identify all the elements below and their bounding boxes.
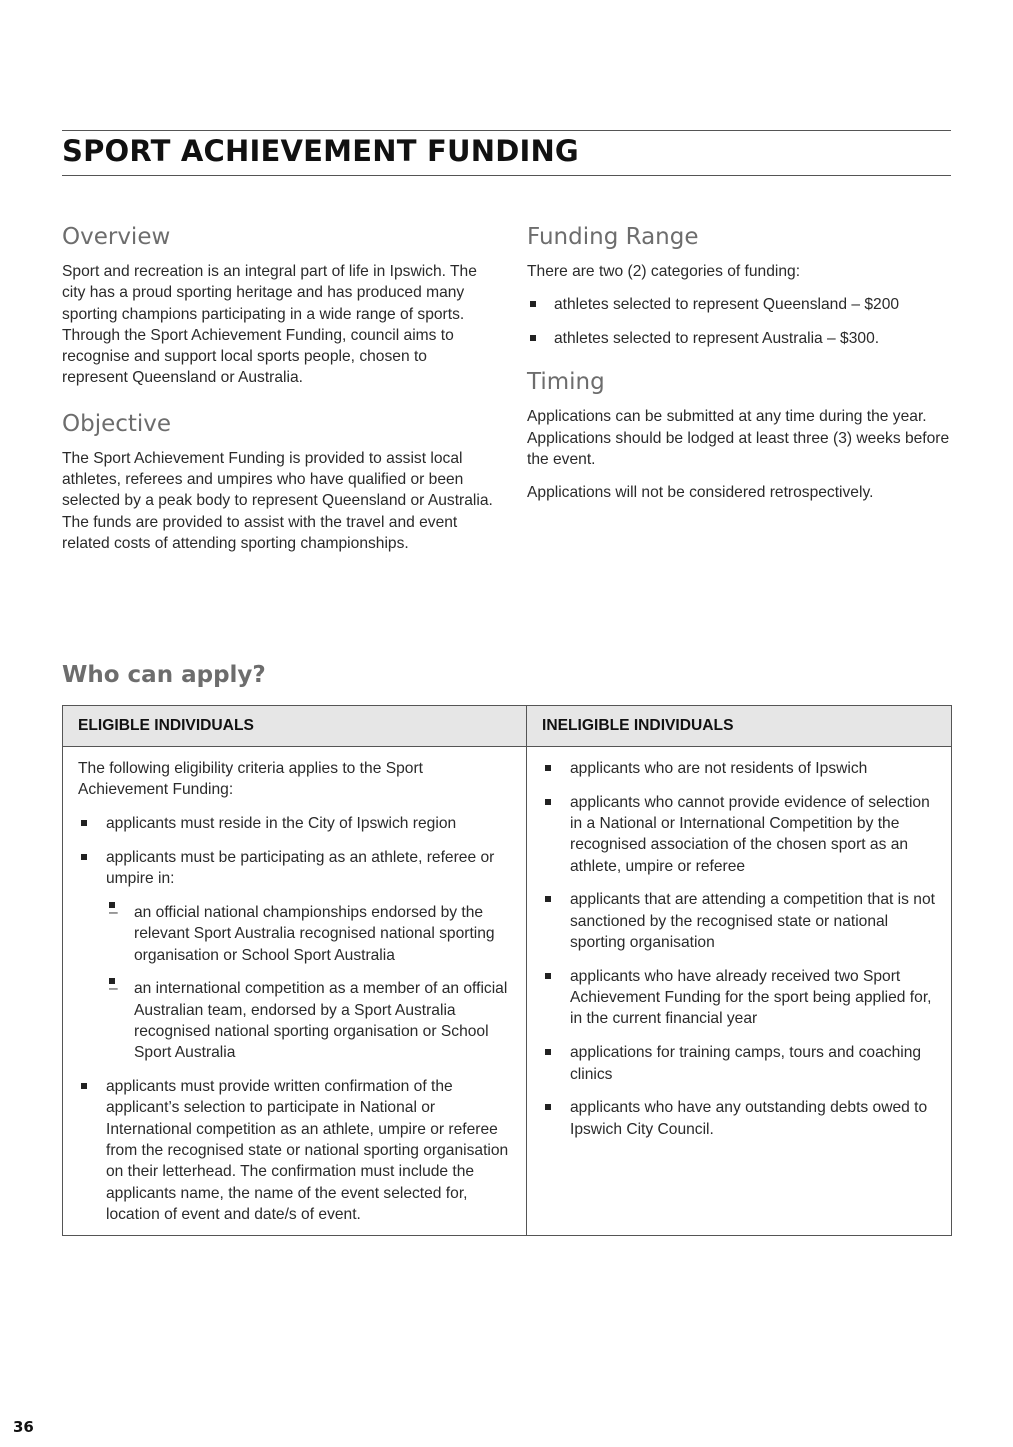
- eligible-item: [78, 847, 511, 1064]
- overview-body: Sport and recreation is an integral part of life in Ipswich. The city has a proud sporting heritage and has produced many sporting champions participating in a wide range of sports. Through the Sport Achievement Funding, council aims to recognise and support local sports people, chosen to represent Queensland or Australia.: [62, 263, 477, 387]
- eligibility-table: [62, 705, 952, 1236]
- objective-section: [62, 409, 494, 554]
- ineligible-item: applicants who cannot provide evidence of selection in a National or International Competition by the recognised association of the chosen sport as an athlete, umpire or referee: [542, 792, 936, 877]
- who-can-apply-heading: Who can apply?: [62, 662, 266, 688]
- eligible-item-text: applicants must be participating as an athlete, referee or umpire in:: [106, 848, 495, 888]
- ineligible-item: applicants who are not residents of Ipswich: [542, 758, 936, 779]
- overview-heading: Overview: [62, 224, 171, 250]
- timing-paragraph: Applications will not be considered retrospectively.: [527, 484, 874, 502]
- funding-item-australia: athletes selected to represent Australia – $300.: [527, 328, 959, 349]
- overview-section: [62, 222, 494, 389]
- page-number: 36: [13, 1418, 34, 1436]
- eligible-sub-item: – an international competition as a member of an official Australian team, endorsed by a Sport Australia recognised national sporting organisation or School Sport Australia: [106, 978, 511, 1063]
- funding-range-list: [527, 294, 959, 349]
- left-column: [62, 222, 494, 566]
- ineligible-header: INELIGIBLE INDIVIDUALS: [527, 706, 952, 747]
- eligible-item: applicants must reside in the City of Ipswich region: [78, 813, 511, 834]
- table-row: [63, 747, 952, 1236]
- title-rule-top: [62, 130, 951, 131]
- ineligible-cell: [527, 747, 952, 1236]
- eligible-header: ELIGIBLE INDIVIDUALS: [63, 706, 527, 747]
- right-column: [527, 222, 959, 516]
- funding-range-intro: There are two (2) categories of funding:: [527, 263, 801, 280]
- eligible-list: [78, 813, 511, 1225]
- eligible-cell: [63, 747, 527, 1236]
- timing-heading: Timing: [527, 369, 605, 396]
- objective-body: The Sport Achievement Funding is provided to assist local athletes, referees and umpires who have qualified or been selected by a peak body to represent Queensland or Australia. The funds are provided to assist with the travel and event related costs of attending sporting championships.: [62, 449, 493, 552]
- eligible-sub-item: – an official national championships endorsed by the relevant Sport Australia recognised national sporting organisation or School Sport Australia: [106, 902, 511, 966]
- ineligible-item: applicants that are attending a competition that is not sanctioned by the recognised state or national sporting organisation: [542, 889, 936, 953]
- timing-paragraph: Applications can be submitted at any time during the year. Applications should be lodged at least three (3) weeks before the event.: [527, 408, 950, 468]
- table-header-row: [63, 706, 952, 747]
- funding-item-queensland: athletes selected to represent Queensland – $200: [527, 294, 959, 315]
- ineligible-item: applicants who have already received two Sport Achievement Funding for the sport being applied for, in the current financial year: [542, 966, 936, 1030]
- ineligible-item: applicants who have any outstanding debts owed to Ipswich City Council.: [542, 1097, 936, 1140]
- funding-range-section: [527, 222, 959, 349]
- timing-section: [527, 367, 959, 503]
- eligible-intro: The following eligibility criteria applies to the Sport Achievement Funding:: [78, 760, 423, 799]
- eligible-item: applicants must provide written confirmation of the applicant’s selection to participate in National or International competition as an athlete, umpire or referee from the recognised state or national sporting organisation on their letterhead. The confirmation must include the applicants name, the name of the event selected for, location of event and date/s of event.: [78, 1076, 511, 1225]
- ineligible-list: [542, 758, 936, 1140]
- eligible-sub-list: [106, 902, 511, 1064]
- objective-heading: Objective: [62, 410, 172, 437]
- ineligible-item: applications for training camps, tours and coaching clinics: [542, 1042, 936, 1085]
- funding-range-heading: Funding Range: [527, 224, 699, 250]
- page-title: SPORT ACHIEVEMENT FUNDING: [62, 134, 579, 168]
- title-rule-bottom: [62, 175, 951, 176]
